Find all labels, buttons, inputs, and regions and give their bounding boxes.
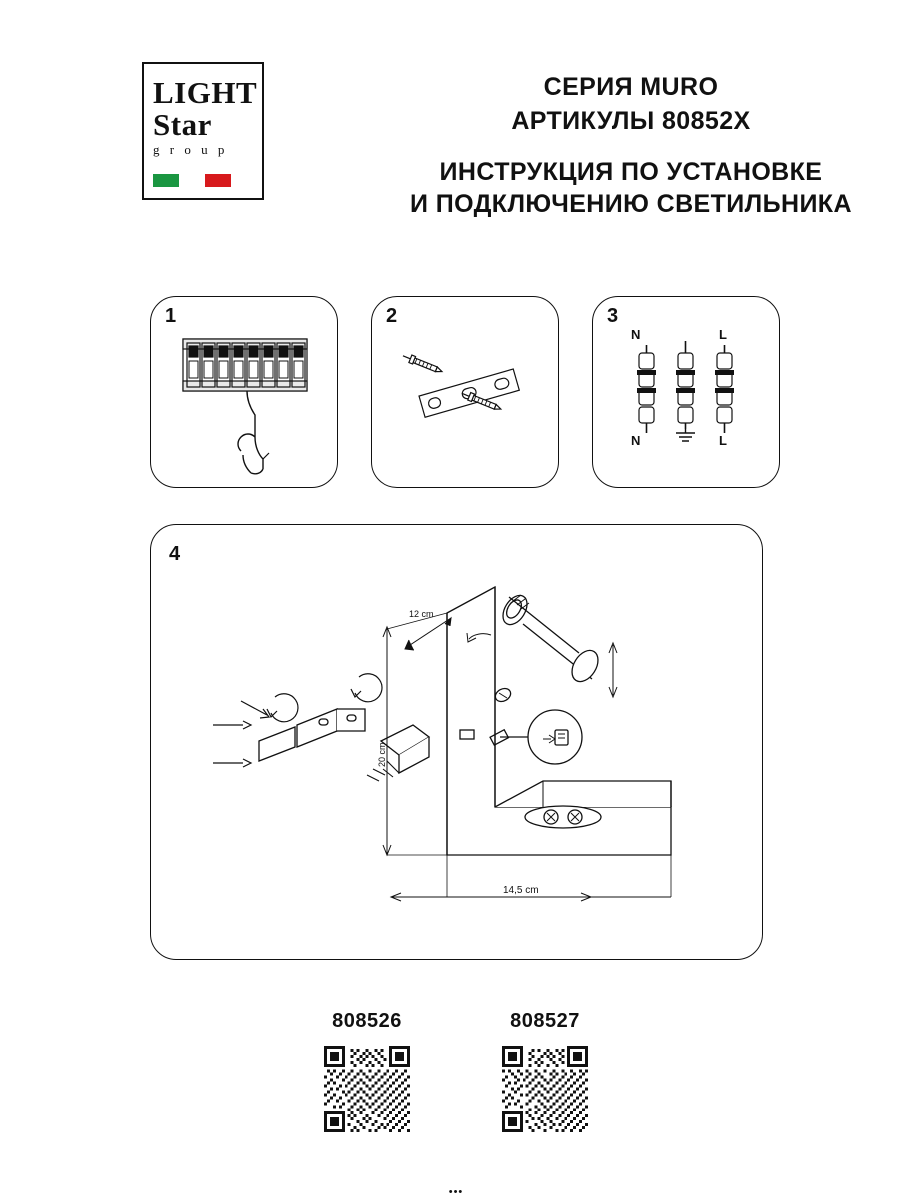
dimension-height-label: 20 cm — [377, 742, 387, 767]
terminal-label-l-top: L — [719, 327, 727, 342]
steps-row — [0, 296, 912, 488]
logo-line-star: Star — [153, 107, 212, 142]
step-panel-1 — [150, 296, 338, 488]
title-block — [410, 62, 852, 220]
logo-line-group: g r o u p — [153, 142, 228, 157]
qr-footer — [0, 1010, 912, 1132]
dimension-depth-label: 12 cm — [409, 609, 434, 619]
terminal-block-illustration — [593, 297, 781, 489]
step-panel-3 — [592, 296, 780, 488]
dimension-width-label: 14,5 cm — [503, 885, 539, 896]
step-number-4: 4 — [169, 543, 181, 565]
instruction-line-1: ИНСТРУКЦИЯ ПО УСТАНОВКЕ — [439, 158, 823, 186]
qr-label-808527: 808527 — [510, 1010, 580, 1032]
terminal-label-l-bottom: L — [719, 433, 727, 448]
qr-code-icon-808526[interactable] — [324, 1046, 410, 1132]
step-number-3: 3 — [607, 305, 619, 327]
qr-block-808526 — [304, 1010, 430, 1132]
brand-logo — [142, 62, 264, 200]
circuit-breaker-illustration — [151, 297, 339, 489]
series-title: СЕРИЯ MURO — [543, 73, 719, 101]
step-panel-4 — [150, 524, 763, 960]
qr-code-icon-808527[interactable] — [502, 1046, 588, 1132]
page-bottom-mark: ••• — [448, 1186, 464, 1198]
qr-block-808527 — [482, 1010, 608, 1132]
italian-flag-icon — [153, 174, 231, 187]
terminal-label-n-bottom: N — [631, 433, 641, 448]
article-title: АРТИКУЛЫ 80852X — [511, 107, 751, 135]
step-number-2: 2 — [386, 305, 398, 327]
instruction-line-2: И ПОДКЛЮЧЕНИЮ СВЕТИЛЬНИКА — [410, 190, 852, 218]
logo-line-light: LIGHT — [153, 75, 258, 110]
page-header — [0, 0, 912, 220]
qr-label-808526: 808526 — [332, 1010, 402, 1032]
step-panel-2 — [371, 296, 559, 488]
wall-bracket-illustration — [372, 297, 560, 489]
step-number-1: 1 — [165, 305, 177, 327]
terminal-label-n-top: N — [631, 327, 641, 342]
lamp-assembly-illustration — [151, 525, 764, 961]
